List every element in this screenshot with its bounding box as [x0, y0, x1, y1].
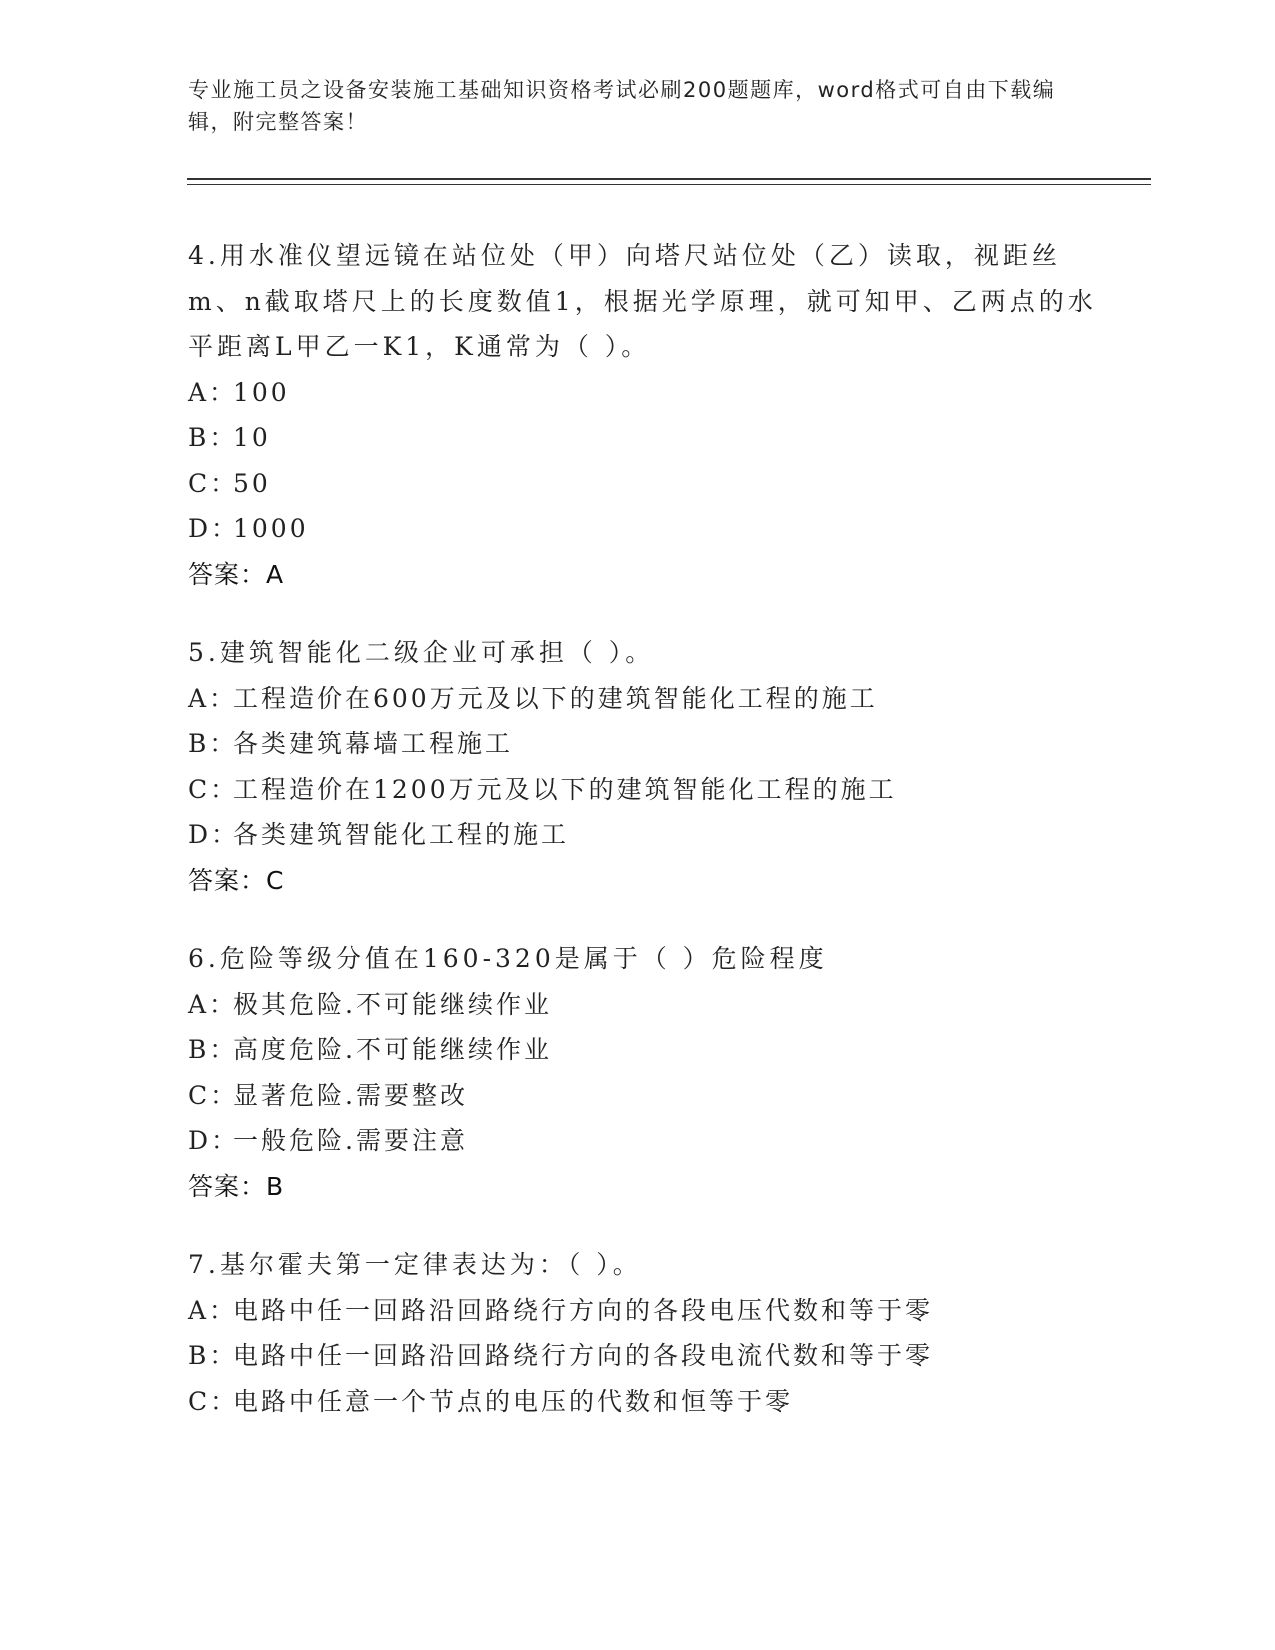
option-d — [188, 506, 1108, 552]
header-divider-thick — [187, 178, 1151, 180]
option-a — [188, 676, 1108, 722]
option-text: 电路中任一回路沿回路绕行方向的各段电流代数和等于零 — [233, 1341, 934, 1370]
option-b — [188, 721, 1108, 767]
option-letter: D： — [188, 514, 240, 543]
answer-line: 答案：B — [188, 1171, 285, 1201]
option-c — [188, 1073, 1108, 1119]
option-d — [188, 1118, 1108, 1164]
option-letter: A： — [188, 1295, 238, 1325]
answer-line: 答案：A — [188, 559, 285, 589]
option-text: 极其危险.不可能继续作业 — [233, 989, 552, 1019]
option-c — [188, 767, 1108, 813]
option-letter: C： — [188, 1386, 239, 1416]
option-text: 电路中任一回路沿回路绕行方向的各段电压代数和等于零 — [233, 1295, 934, 1325]
option-letter: B： — [188, 1341, 238, 1370]
option-text: 工程造价在600万元及以下的建筑智能化工程的施工 — [233, 683, 878, 713]
option-text: 各类建筑智能化工程的施工 — [233, 820, 570, 849]
question-item — [188, 936, 1108, 1209]
option-text: 电路中任意一个节点的电压的代数和恒等于零 — [233, 1386, 794, 1416]
option-a — [188, 982, 1108, 1028]
option-letter: B： — [188, 1035, 238, 1064]
option-a — [188, 370, 1108, 416]
option-letter: B： — [188, 423, 238, 452]
header-divider-thin — [187, 184, 1151, 185]
option-letter: B： — [188, 729, 238, 758]
option-text: 高度危险.不可能继续作业 — [233, 1035, 552, 1064]
question-item — [188, 233, 1108, 597]
option-letter: C： — [188, 774, 239, 804]
option-a — [188, 1288, 1108, 1334]
question-stem: 4.用水准仪望远镜在站位处（甲）向塔尺站位处（乙）读取，视距丝m、n截取塔尺上的长度数值1，根据光学原理，就可知甲、乙两点的水平距离L甲乙一K1，K通常为（ ）。 — [188, 241, 1097, 361]
option-letter: A： — [188, 377, 238, 407]
option-text: 1000 — [233, 514, 309, 543]
option-text: 10 — [233, 423, 271, 452]
option-letter: D： — [188, 820, 240, 849]
option-letter: A： — [188, 683, 238, 713]
option-d — [188, 812, 1108, 858]
option-c — [188, 461, 1108, 507]
option-b — [188, 1333, 1108, 1379]
question-stem: 7.基尔霍夫第一定律表达为：（ ）。 — [188, 1250, 642, 1279]
option-b — [188, 1027, 1108, 1073]
question-stem: 6.危险等级分值在160-320是属于（ ）危险程度 — [188, 944, 828, 973]
question-item — [188, 630, 1108, 903]
option-text: 一般危险.需要注意 — [233, 1126, 468, 1155]
option-c — [188, 1379, 1108, 1425]
option-letter: D： — [188, 1126, 240, 1155]
option-text: 50 — [233, 468, 271, 498]
option-letter: C： — [188, 1080, 239, 1110]
option-text: 显著危险.需要整改 — [233, 1080, 468, 1110]
option-letter: C： — [188, 468, 239, 498]
option-b — [188, 415, 1108, 461]
option-text: 各类建筑幕墙工程施工 — [233, 729, 514, 758]
question-item — [188, 1242, 1108, 1424]
answer-line: 答案：C — [188, 865, 285, 895]
option-letter: A： — [188, 989, 238, 1019]
document-header-title: 专业施工员之设备安装施工基础知识资格考试必刷200题题库，word格式可自由下载编辑，附完整答案！ — [188, 78, 1056, 134]
question-stem: 5.建筑智能化二级企业可承担（ ）。 — [188, 638, 655, 667]
question-list — [188, 233, 1108, 1457]
option-text: 工程造价在1200万元及以下的建筑智能化工程的施工 — [233, 774, 897, 804]
option-text: 100 — [233, 377, 290, 407]
